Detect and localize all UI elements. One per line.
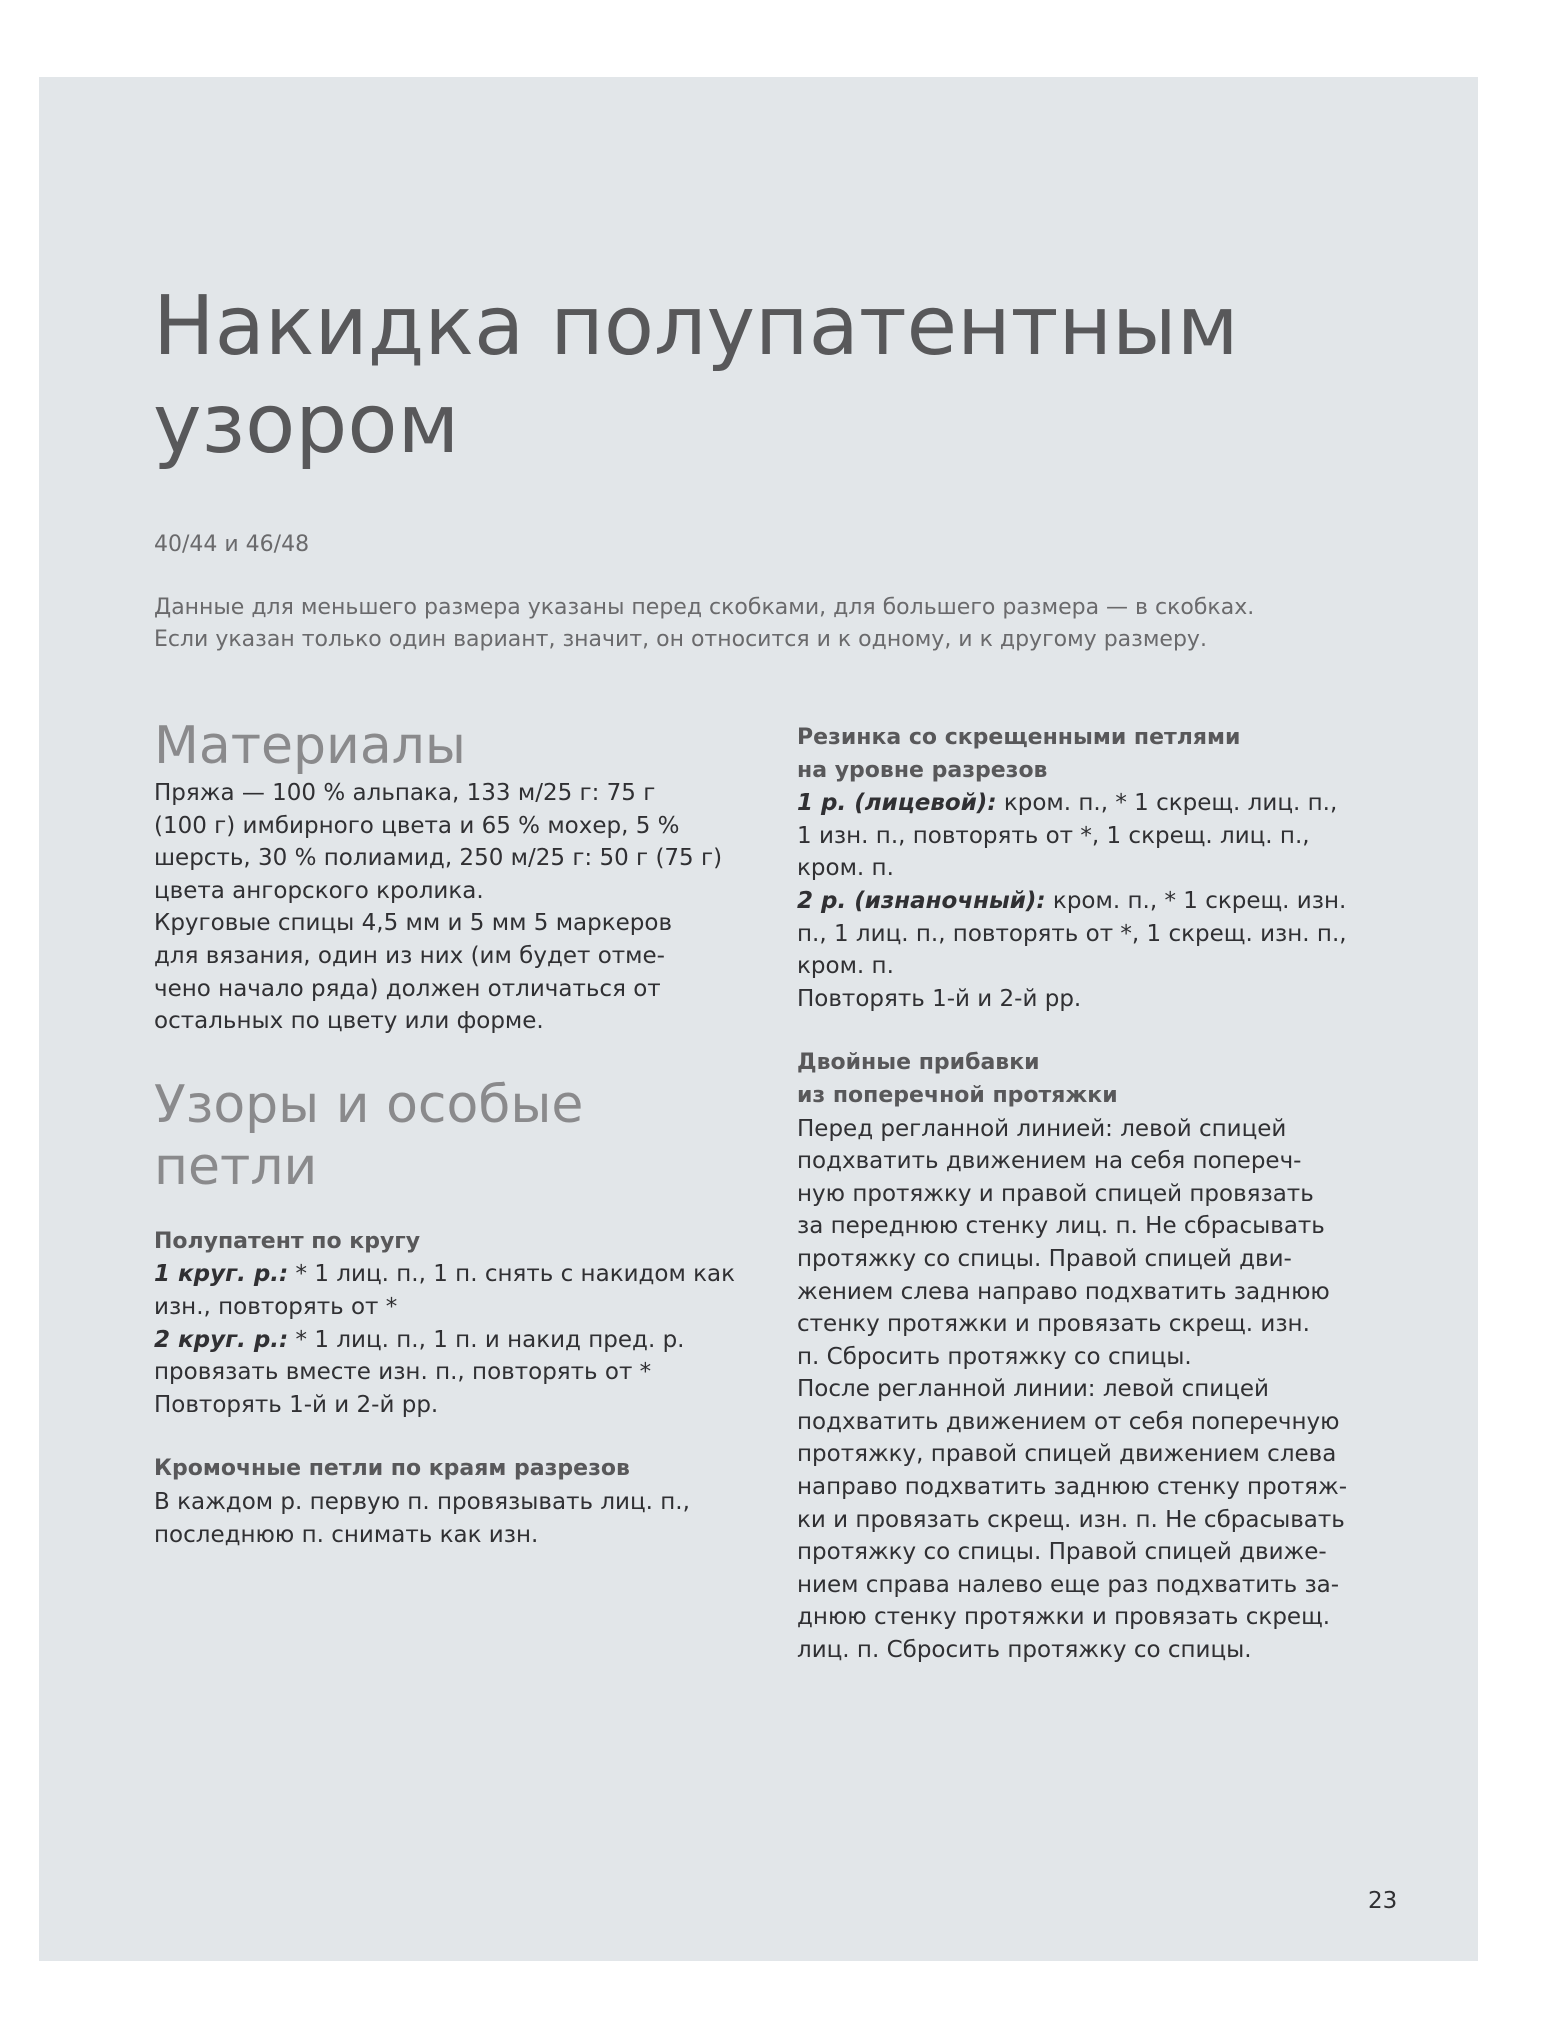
- edge-text: [154, 1486, 754, 1551]
- increases-line: жением слева направо подхватить заднюю: [797, 1278, 1330, 1305]
- increases-line: После регланной линии: левой спицей: [797, 1376, 1269, 1403]
- increases-line: стенку протяжки и провязать скрещ. изн.: [797, 1311, 1310, 1338]
- increases-line: нием справа налево еще раз подхватить за-: [797, 1571, 1340, 1598]
- materials-heading: Материалы: [154, 716, 466, 776]
- rib-row1-label: 1 р. (лицевой):: [797, 790, 997, 817]
- increases-line: протяжку со спицы. Правой спицей дви-: [797, 1245, 1292, 1272]
- half-patent-text: [154, 1258, 754, 1421]
- rib-title-2: на уровне разрезов: [797, 757, 1048, 783]
- increases-line: Перед регланной линией: левой спицей: [797, 1115, 1287, 1142]
- intro-line: Данные для меньшего размера указаны перед скобками, для большего размера — в скобках.: [154, 595, 1255, 620]
- left-column: [154, 715, 754, 1551]
- rib-repeat: Повторять 1-й и 2-й рр.: [797, 985, 1082, 1012]
- materials-line: Круговые спицы 4,5 мм и 5 мм 5 маркеров: [154, 910, 673, 937]
- repeat-text: Повторять 1-й и 2-й рр.: [154, 1391, 439, 1418]
- materials-line: цвета ангорского кролика.: [154, 877, 484, 904]
- increases-line: ки и провязать скрещ. изн. п. Не сбрасывать: [797, 1506, 1345, 1533]
- rib-text: [797, 787, 1417, 1015]
- materials-line: чено начало ряда) должен отличаться от: [154, 975, 661, 1002]
- increases-line: п. Сбросить протяжку со спицы.: [797, 1343, 1192, 1370]
- increases-title-1: Двойные прибавки: [797, 1050, 1040, 1076]
- materials-line: шерсть, 30 % полиамид, 250 м/25 г: 50 г (75 г): [154, 845, 723, 872]
- rib-row1-text: кром. п., * 1 скрещ. лиц. п.,: [996, 790, 1338, 817]
- page-number: 23: [1368, 1888, 1398, 1914]
- edge-line: последнюю п. снимать как изн.: [154, 1521, 539, 1548]
- increases-line: подхватить движением от себя поперечную: [797, 1408, 1340, 1435]
- intro-line: Если указан только один вариант, значит, он относится и к одному, и к другому размеру.: [154, 627, 1207, 652]
- row1-text: * 1 лиц. п., 1 п. снять с накидом как: [288, 1261, 736, 1288]
- page-title: [153, 278, 1353, 474]
- materials-line: Пряжа — 100 % альпака, 133 м/25 г: 75 г: [154, 780, 656, 806]
- increases-text: [797, 1113, 1417, 1667]
- rib-row2-text: кром. п., * 1 скрещ. изн.: [1045, 887, 1347, 914]
- rib-line: п., 1 лиц. п., повторять от *, 1 скрещ. изн. п.,: [797, 920, 1347, 947]
- increases-line: ную протяжку и правой спицей провязать: [797, 1180, 1314, 1207]
- materials-line: остальных по цвету или форме.: [154, 1008, 544, 1035]
- row1-cont: изн., повторять от *: [154, 1293, 398, 1320]
- row2-cont: провязать вместе изн. п., повторять от *: [154, 1359, 652, 1386]
- increases-title-2: из поперечной протяжки: [797, 1082, 1118, 1108]
- title-line-2: узором: [153, 377, 460, 472]
- rib-line: кром. п.: [797, 953, 894, 980]
- materials-line: для вязания, один из них (им будет отме-: [154, 942, 665, 969]
- increases-line: подхватить движением на себя попереч-: [797, 1148, 1302, 1175]
- half-patent-title: Полупатент по кругу: [154, 1228, 421, 1254]
- increases-line: протяжку со спицы. Правой спицей движе-: [797, 1539, 1327, 1566]
- sizes-text: 40/44 и 46/48: [154, 532, 310, 557]
- rib-row2-label: 2 р. (изнаночный):: [797, 887, 1046, 914]
- right-column: [797, 722, 1417, 1667]
- increases-line: лиц. п. Сбросить протяжку со спицы.: [797, 1637, 1252, 1664]
- row2-text: * 1 лиц. п., 1 п. и накид пред. р.: [288, 1326, 685, 1353]
- edge-line: В каждом р. первую п. провязывать лиц. п.,: [154, 1488, 690, 1515]
- title-line-1: Накидка полупатентным: [153, 279, 1239, 374]
- increases-line: протяжку, правой спицей движением слева: [797, 1441, 1337, 1468]
- increases-line: за переднюю стенку лиц. п. Не сбрасывать: [797, 1213, 1325, 1240]
- increases-line: направо подхватить заднюю стенку протяж-: [797, 1474, 1347, 1501]
- materials-line: (100 г) имбирного цвета и 65 % мохер, 5 %: [154, 812, 680, 839]
- increases-line: днюю стенку протяжки и провязать скрещ.: [797, 1604, 1331, 1631]
- patterns-heading: Узоры и особые петли: [154, 1074, 584, 1197]
- rib-title-1: Резинка со скрещенными петлями: [797, 725, 1241, 750]
- row1-label: 1 круг. р.:: [154, 1261, 289, 1288]
- rib-line: 1 изн. п., повторять от *, 1 скрещ. лиц. п.,: [797, 822, 1310, 849]
- edge-title: Кромочные петли по краям разрезов: [154, 1456, 630, 1482]
- intro-paragraph: [154, 592, 1394, 656]
- row2-label: 2 круг. р.:: [154, 1326, 289, 1353]
- materials-text: [154, 777, 754, 1038]
- rib-line: кром. п.: [797, 855, 894, 882]
